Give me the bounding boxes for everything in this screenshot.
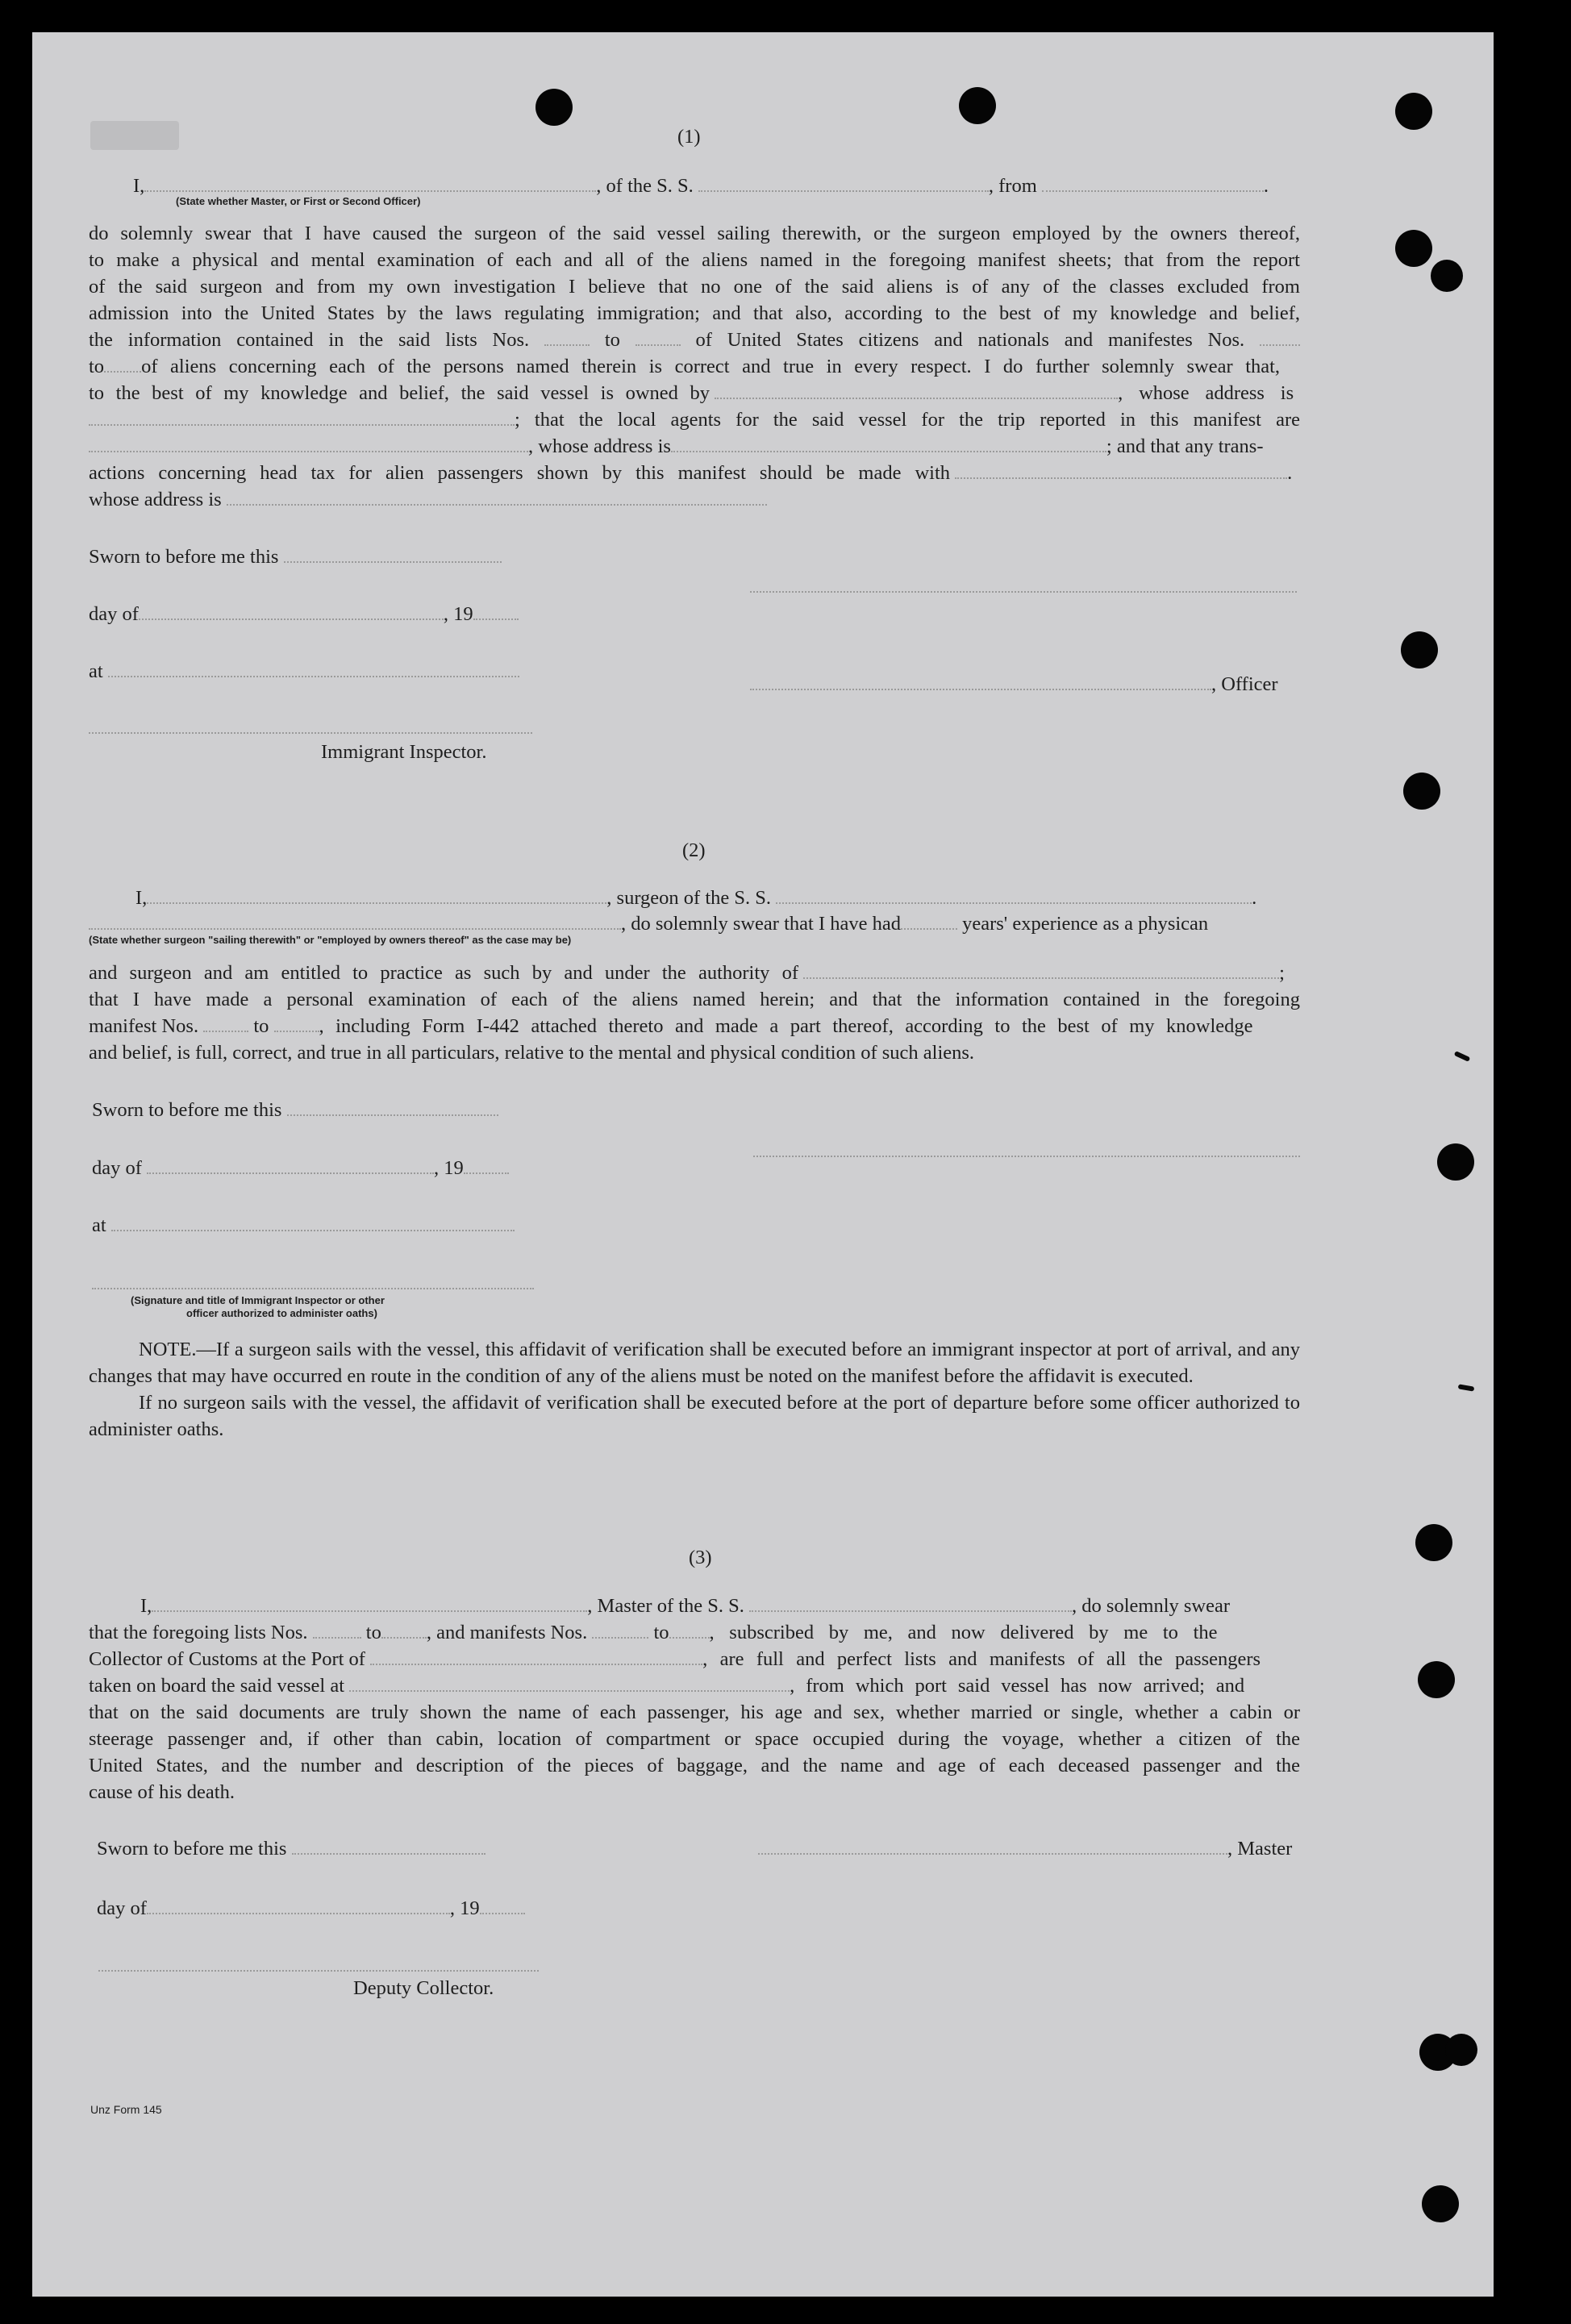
manifest-from-field <box>592 1621 648 1639</box>
collector-signature-line <box>98 1970 539 1972</box>
binder-hole <box>1431 260 1463 292</box>
officer-line <box>750 671 1278 698</box>
day-of-text: day of <box>97 1897 147 1919</box>
label-whose-address: whose address is <box>89 489 222 510</box>
year-prefix: , 19 <box>449 1897 480 1919</box>
note-paragraph: NOTE.—If a surgeon sails with the vessel, this affidavit of verification shall be executed before an immigrant inspector at port of arrival, and any changes that may have occurred en route in the condition of any of the aliens must be noted on the manifest before the affidavit is executed. <box>89 1339 1300 1387</box>
day-of-text: day of <box>89 603 139 625</box>
master-label: , Master <box>1227 1838 1293 1860</box>
sworn-text: Sworn to before me this <box>92 1099 282 1121</box>
label-of-ss: , of the S. S. <box>596 175 694 197</box>
surgeon-name-field <box>147 886 606 904</box>
surgeon-instruction-note: (State whether surgeon "sailing therewith" or "employed by owners thereof" as the case may be) <box>89 934 572 946</box>
label-i: I, <box>140 1595 152 1617</box>
section-number: (3) <box>689 1547 712 1568</box>
oath-text-line: admission into the United States by the laws regulating immigration; and that also, according to the best of my knowledge and belief, <box>89 302 1300 324</box>
inspector-signature-line <box>92 1288 534 1289</box>
inspector-signature-line <box>89 732 532 734</box>
oath-text-line: to make a physical and mental examination of each and all of the aliens named in the foregoing manifest sheets; that from the report <box>89 249 1300 271</box>
manifest-to-field <box>104 355 141 373</box>
label-to: to <box>653 1622 669 1643</box>
label-manifests-nos: , and manifests Nos. <box>426 1622 588 1643</box>
vessel-name-field <box>776 886 1252 904</box>
binder-hole <box>1418 1661 1455 1698</box>
oath-text-line <box>89 486 767 513</box>
period: . <box>1263 175 1269 197</box>
boarding-port-field <box>349 1674 790 1692</box>
manifest-from-field <box>203 1014 248 1032</box>
semicolon: ; <box>1279 962 1285 984</box>
port-field <box>370 1647 702 1665</box>
aliens-text: of aliens concerning each of the persons named therein is correct and true in every respect. I do further solemnly swear that, <box>141 356 1281 377</box>
sworn-text: Sworn to before me this <box>89 546 279 568</box>
list-from-field <box>313 1621 361 1639</box>
at-text: at <box>92 1214 106 1236</box>
year-field <box>480 1897 525 1914</box>
departure-port-field <box>1042 174 1264 192</box>
lists-text: , are full and perfect lists and manifests of all the passengers <box>702 1648 1261 1670</box>
surgeon-type-field <box>89 912 621 930</box>
binder-hole <box>1422 2185 1459 2222</box>
at-text: at <box>89 660 103 682</box>
label-from: , from <box>988 175 1037 197</box>
label-whose-address: , whose address is <box>1118 382 1294 404</box>
period: . <box>1252 887 1257 909</box>
oath-text-line <box>89 406 1300 433</box>
oath-text-line <box>89 327 1300 353</box>
surgeon-text-line: that I have made a personal examination of each of the aliens named herein; and that the information contained in the foregoing <box>89 989 1300 1010</box>
authority-field <box>803 961 1279 979</box>
signature-line <box>750 591 1297 593</box>
list-from-field <box>544 328 590 346</box>
label-citizens-manifests: of United States citizens and nationals and manifestes Nos. <box>695 329 1245 351</box>
contact-address-field <box>227 488 767 506</box>
label-lists-nos: that the foregoing lists Nos. <box>89 1622 308 1643</box>
binder-hole <box>1395 93 1432 130</box>
inspector-title: Immigrant Inspector. <box>321 741 487 763</box>
master-text-line: cause of his death. <box>89 1781 235 1803</box>
surgeon-line-3 <box>89 960 1285 986</box>
owner-address-field <box>89 408 515 426</box>
label-to: to <box>89 356 105 377</box>
sworn-date-field <box>292 1837 485 1855</box>
master-text-line <box>89 1646 1261 1672</box>
note-paragraph-2: If no surgeon sails with the vessel, the affidavit of verification shall be executed before at the port of departure before some officer authorized to administer oaths. <box>89 1392 1300 1440</box>
binder-hole <box>1401 631 1438 668</box>
year-field <box>473 602 519 620</box>
binder-hole <box>1403 773 1440 810</box>
period: . <box>1287 462 1293 484</box>
officer-rank-field <box>144 174 596 192</box>
surgeon-text-line: and belief, is full, correct, and true in all particulars, relative to the mental and physical condition of such aliens. <box>89 1042 975 1064</box>
at-line <box>89 658 519 685</box>
officer-signature-field <box>750 673 1211 690</box>
local-agents-text: ; that the local agents for the said vessel for the trip reported in this manifest are <box>515 409 1300 431</box>
vessel-name-field <box>698 174 989 192</box>
master-name-field <box>152 1594 587 1612</box>
sworn-text: Sworn to before me this <box>97 1838 287 1860</box>
sworn-date-field <box>287 1098 498 1116</box>
sworn-label <box>89 544 502 570</box>
master-text-line <box>89 1619 1218 1646</box>
surgeon-signature-line <box>753 1156 1300 1157</box>
label-surgeon-of: , surgeon of the S. S. <box>606 887 772 909</box>
month-field <box>147 1897 450 1914</box>
deputy-collector-title: Deputy Collector. <box>353 1977 494 1999</box>
oath-text-line: of the said surgeon and from my own investigation I believe that no one of the said aliens is of any of the classes excluded from <box>89 276 1300 298</box>
master-text-line: steerage passenger and, if other than cabin, location of compartment or space occupied during the voyage, whether a citizen of the <box>89 1728 1300 1750</box>
place-field <box>111 1214 515 1231</box>
oath-text-line: do solemnly swear that I have caused the surgeon of the said vessel sailing therewith, or the surgeon employed by the owners thereof, <box>89 223 1300 244</box>
oath-text-line <box>89 380 1294 406</box>
master-text-line: United States, and the number and description of the pieces of baggage, and the name and age of each deceased passenger and the <box>89 1755 1300 1776</box>
head-tax-text: ; and that any trans- <box>1106 435 1264 457</box>
signature-note <box>131 1294 385 1320</box>
label-manifest-nos: manifest Nos. <box>89 1015 199 1037</box>
manifest-to-field <box>274 1014 319 1032</box>
form-text: , including Form I-442 attached thereto and made a part thereof, according to the best of my knowledge <box>319 1015 1253 1037</box>
master-text-line: that on the said documents are truly shown the name of each passenger, his age and sex, whether married or single, whether a cabin or <box>89 1701 1300 1723</box>
label-to: to <box>253 1015 269 1037</box>
label-whose-address: , whose address is <box>528 435 671 457</box>
taken-on-board-text: taken on board the said vessel at <box>89 1675 345 1697</box>
label-i: I, <box>135 887 148 909</box>
place-field <box>108 660 519 677</box>
master-line-1 <box>140 1593 1230 1619</box>
list-to-field <box>635 328 681 346</box>
label-master-of: , Master of the S. S. <box>587 1595 744 1617</box>
head-tax-text: actions concerning head tax for alien passengers shown by this manifest should be made with <box>89 462 950 484</box>
label-i: I, <box>133 175 145 197</box>
sworn-date-field <box>284 545 502 563</box>
collector-text: Collector of Customs at the Port of <box>89 1648 365 1670</box>
faded-stamp <box>90 121 179 150</box>
sworn-label <box>92 1097 498 1123</box>
list-to-field <box>381 1621 427 1639</box>
surgeon-text-line <box>89 1013 1253 1039</box>
head-tax-contact-field <box>955 461 1287 479</box>
sworn-label <box>97 1835 485 1862</box>
agents-address-field <box>671 435 1106 452</box>
local-agents-field <box>89 435 528 452</box>
experience-text-2: years' experience as a physican <box>962 913 1209 935</box>
rank-instruction-note: (State whether Master, or First or Second Officer) <box>176 195 421 207</box>
section-number: (1) <box>677 126 701 148</box>
owner-field <box>715 381 1118 399</box>
binder-hole <box>1445 2034 1477 2066</box>
day-of-line <box>92 1155 509 1181</box>
signature-note-line-2: officer authorized to administer oaths) <box>186 1307 377 1319</box>
oath-text-line <box>89 353 1280 380</box>
signature-note-line-1: (Signature and title of Immigrant Inspector or other <box>131 1294 385 1306</box>
vessel-name-field <box>749 1594 1072 1612</box>
binder-hole <box>959 87 996 124</box>
note-block <box>89 1336 1300 1443</box>
years-field <box>901 912 957 930</box>
label-to: to <box>604 329 620 351</box>
manifest-to-field <box>669 1621 710 1639</box>
arrived-text: , from which port said vessel has now arrived; and <box>790 1675 1245 1697</box>
binder-hole <box>535 89 573 126</box>
experience-text: , do solemnly swear that I have had <box>621 913 901 935</box>
day-of-line <box>89 601 519 627</box>
label-lists-nos: the information contained in the said lists Nos. <box>89 329 530 351</box>
oath-text-line <box>89 433 1264 460</box>
year-prefix: , 19 <box>443 603 473 625</box>
authority-text: and surgeon and am entitled to practice as such by and under the authority of <box>89 962 798 984</box>
month-field <box>147 1156 434 1174</box>
day-of-text: day of <box>92 1157 142 1179</box>
manifest-from-field <box>1260 328 1300 346</box>
binder-hole <box>1415 1524 1452 1561</box>
year-field <box>464 1156 509 1174</box>
swear-text: , do solemnly swear <box>1072 1595 1231 1617</box>
owned-by-text: to the best of my knowledge and belief, the said vessel is owned by <box>89 382 710 404</box>
master-signature-line <box>758 1835 1292 1862</box>
form-number: Unz Form 145 <box>90 2103 162 2116</box>
month-field <box>139 602 444 620</box>
year-prefix: , 19 <box>434 1157 464 1179</box>
master-signature-field <box>758 1837 1227 1855</box>
day-of-line <box>97 1895 525 1922</box>
section-number: (2) <box>682 839 706 861</box>
label-to: to <box>365 1622 381 1643</box>
oath-text-line <box>89 460 1292 486</box>
surgeon-line-1 <box>135 885 1256 911</box>
at-line <box>92 1212 515 1239</box>
master-text-line <box>89 1672 1244 1699</box>
subscribed-text: , subscribed by me, and now delivered by me to the <box>709 1622 1218 1643</box>
officer-label: , Officer <box>1211 673 1278 695</box>
binder-hole <box>1437 1143 1474 1181</box>
binder-hole <box>1395 230 1432 267</box>
